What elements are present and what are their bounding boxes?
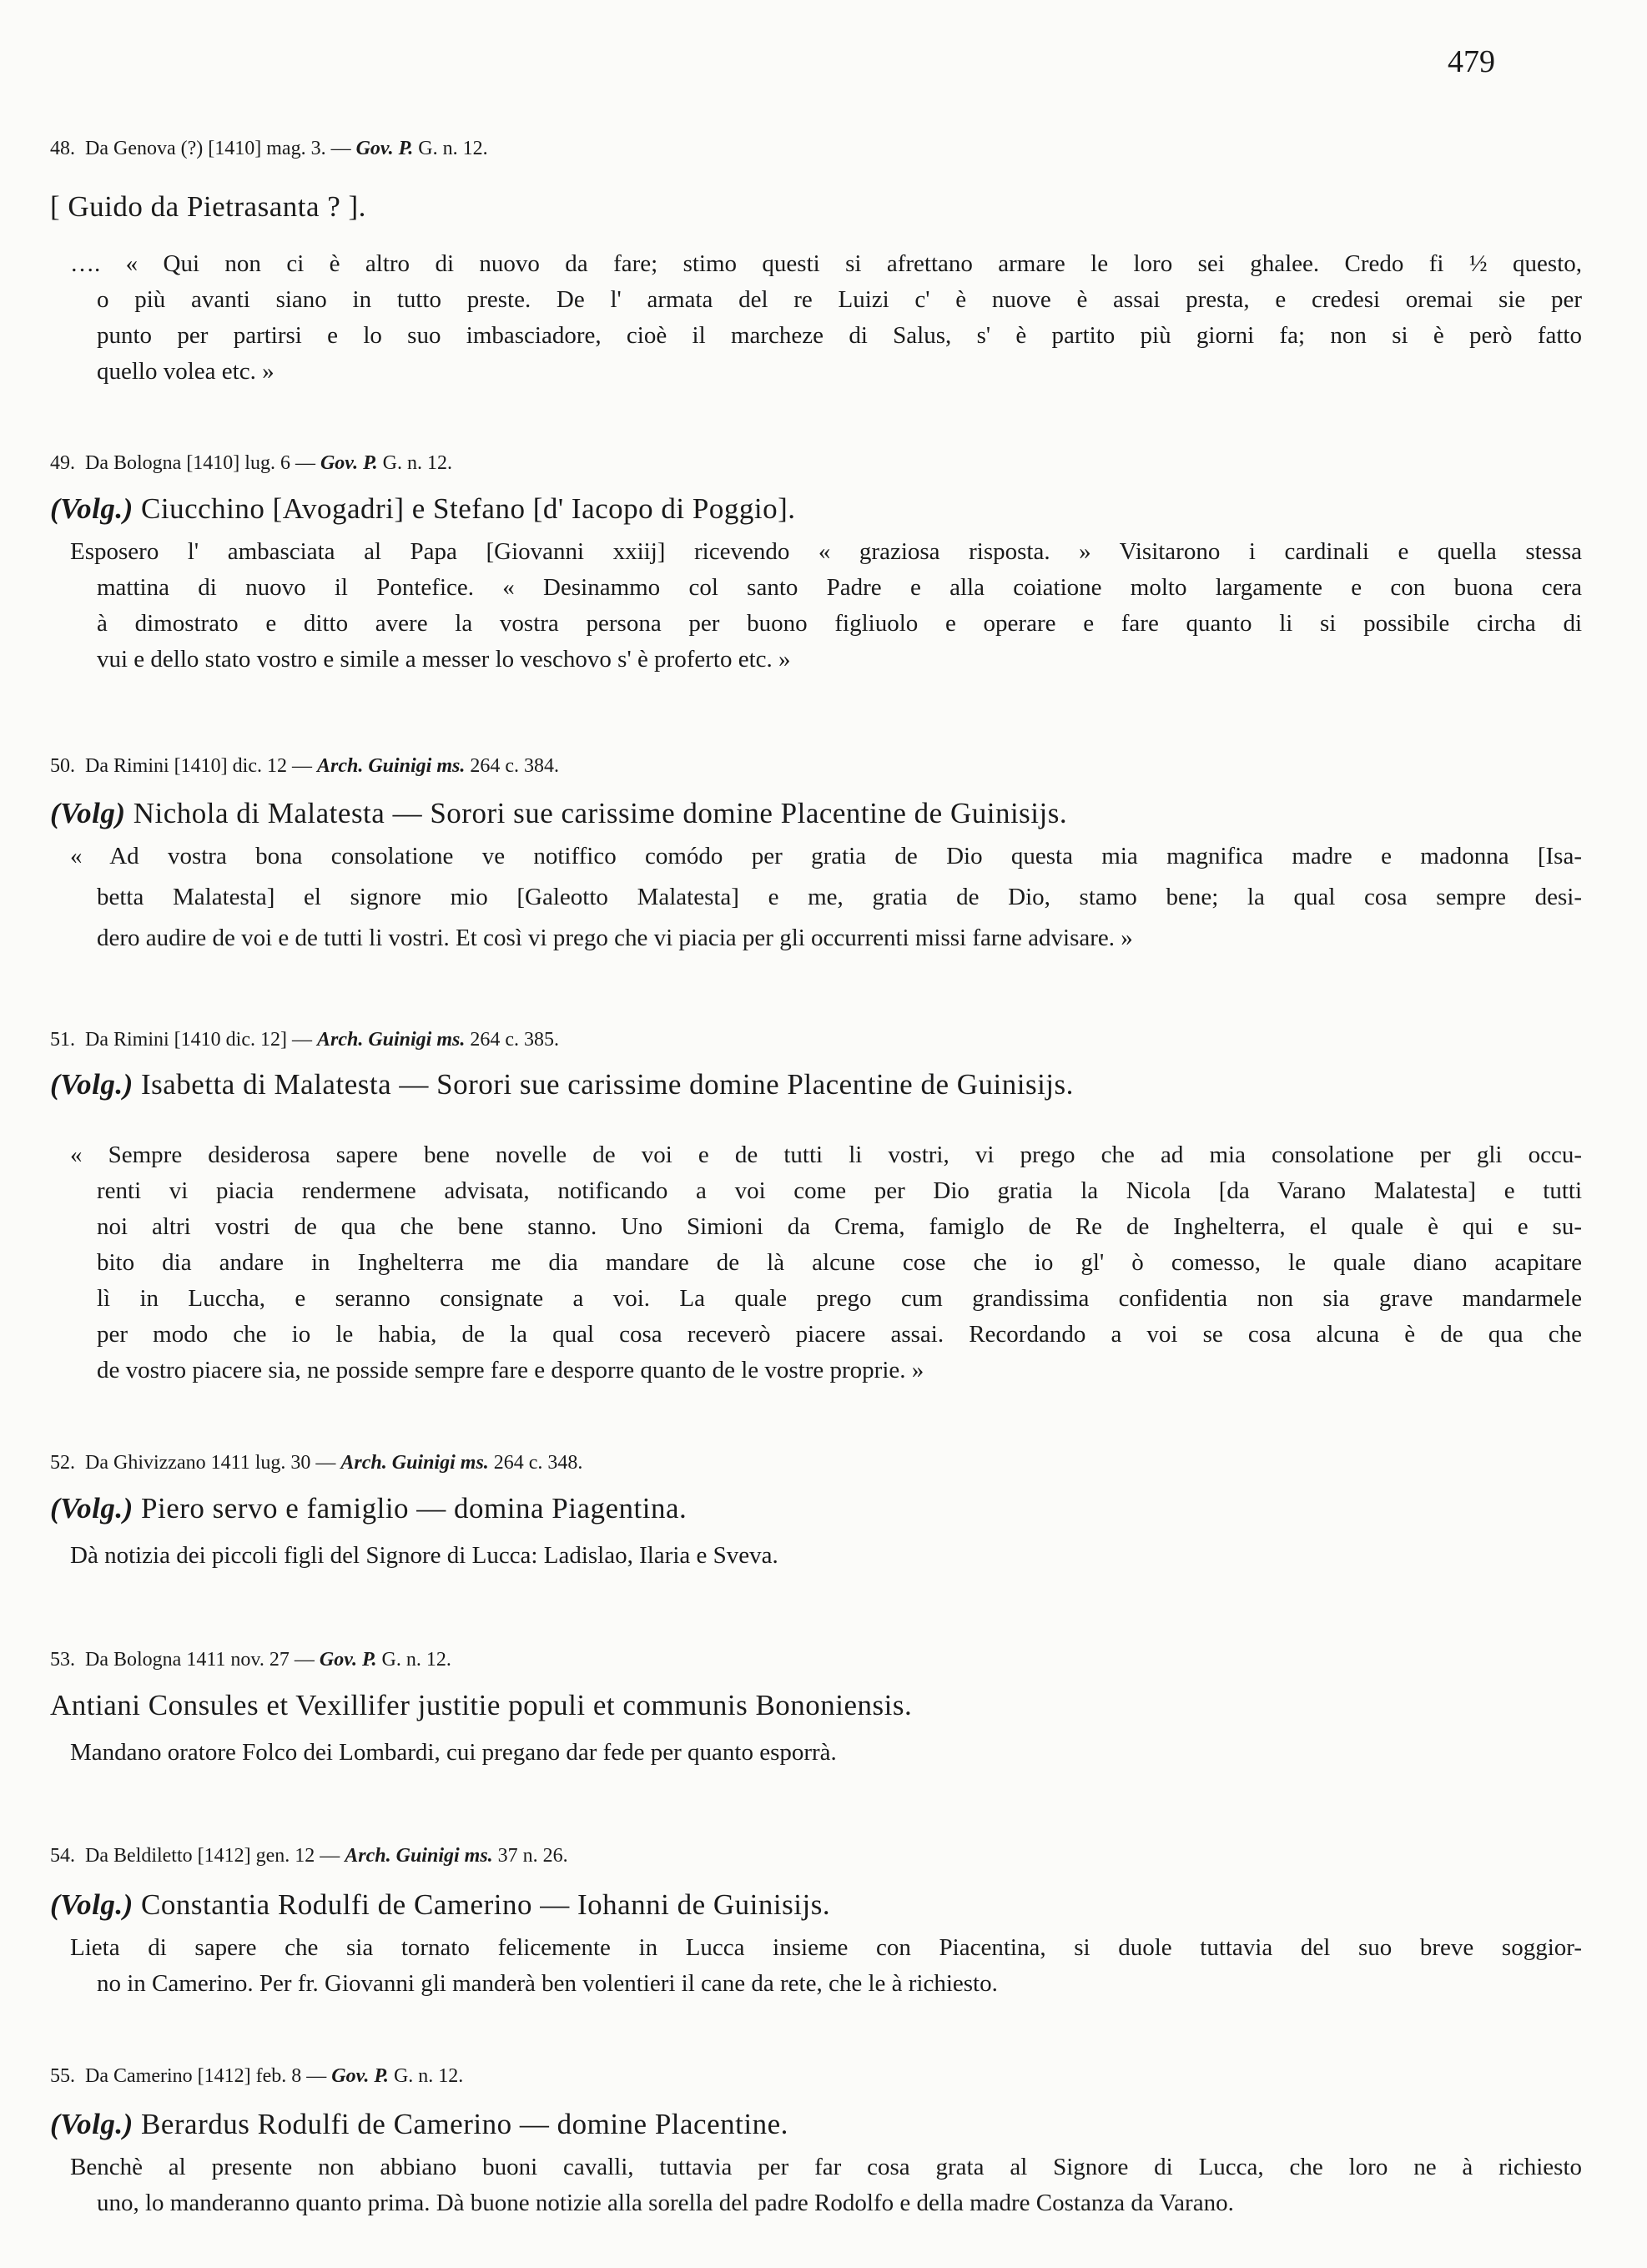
entry-number: 50. <box>50 755 75 777</box>
entry-header <box>50 1845 568 1867</box>
body-line: vui e dello stato vostro e simile a messer lo veschovo s' è proferto etc. » <box>97 646 791 673</box>
entry-date: Da Camerino [1412] feb. 8 — <box>85 2065 327 2087</box>
body-line: bito dia andare in Inghelterra me dia mandare de là alcune cose che io gl' ò comesso, le quale diano acapitare <box>97 1249 1582 1276</box>
entry-header <box>50 2065 463 2088</box>
entry-source-ref: 37 n. 26. <box>497 1845 568 1867</box>
volgare-marker: (Volg.) <box>50 1068 133 1101</box>
body-line: renti vi piacia rendermene advisata, notificando a voi come per Dio gratia la Nicola [da Varano Malatesta] e tutti <box>97 1177 1582 1204</box>
entry-source-archive: Arch. Guinigi ms. <box>345 1845 493 1867</box>
body-line: quello volea etc. » <box>97 358 274 385</box>
body-line: Benchè al presente non abbiano buoni cavalli, tuttavia per far cosa grata al Signore di Lucca, che loro ne à richiesto <box>70 2154 1582 2180</box>
entry-header <box>50 138 488 160</box>
body-line: per modo che io le habia, de la qual cosa receverò piacere assai. Recordando a voi se cosa alcuna è de qua che <box>97 1321 1582 1348</box>
entry-correspondents: Nichola di Malatesta — Sorori sue carissime domine Placentine de Guinisijs. <box>133 797 1068 829</box>
entry-date: Da Beldiletto [1412] gen. 12 — <box>85 1845 340 1867</box>
entry-number: 54. <box>50 1845 75 1867</box>
entry-number: 49. <box>50 452 75 474</box>
entry-date: Da Bologna [1410] lug. 6 — <box>85 452 315 474</box>
entry-correspondents: Berardus Rodulfi de Camerino — domine Placentine. <box>141 2108 788 2140</box>
body-line: Mandano oratore Folco dei Lombardi, cui pregano dar fede per quanto esporrà. <box>70 1739 837 1766</box>
entry-number: 55. <box>50 2065 75 2087</box>
entry-date: Da Rimini [1410] dic. 12 — <box>85 755 312 777</box>
body-line: Esposero l' ambasciata al Papa [Giovanni xxiij] ricevendo « graziosa risposta. » Visitarono i cardinali e quella stessa <box>70 538 1582 565</box>
body-line: dero audire de voi e de tutti li vostri. Et così vi prego che vi piacia per gli occurrenti missi farne advisare. » <box>97 925 1133 951</box>
entry-source-archive: Gov. P. <box>355 138 414 159</box>
entry-number: 53. <box>50 1649 75 1671</box>
entry-header <box>50 1029 559 1051</box>
entry-source-archive: Gov. P. <box>331 2065 389 2087</box>
entry-heading <box>50 1068 1074 1101</box>
entry-heading <box>50 1689 912 1722</box>
entry-correspondents: Antiani Consules et Vexillifer justitie populi et communis Bononiensis. <box>50 1689 913 1721</box>
body-line: no in Camerino. Per fr. Giovanni gli manderà ben volentieri il cane da rete, che le à richiesto. <box>97 1970 998 1997</box>
entry-heading <box>50 190 366 224</box>
body-line: lì in Luccha, e seranno consignate a voi. La quale prego cum grandissima confidentia non sia grave mandarmele <box>97 1285 1582 1312</box>
entry-header <box>50 452 452 475</box>
entry-source-archive: Arch. Guinigi ms. <box>316 755 466 777</box>
entry-correspondents: [ Guido da Pietrasanta ? ]. <box>50 190 366 223</box>
volgare-marker: (Volg.) <box>50 492 133 525</box>
entry-header <box>50 755 559 778</box>
body-line: o più avanti siano in tutto preste. De l' armata del re Luizi c' è nuove è assai presta, e credesi oremai sie per <box>97 286 1582 313</box>
body-line: uno, lo manderanno quanto prima. Dà buone notizie alla sorella del padre Rodolfo e della madre Costanza da Varano. <box>97 2190 1234 2216</box>
entry-date: Da Ghivizzano 1411 lug. 30 — <box>85 1452 336 1474</box>
entry-source-archive: Arch. Guinigi ms. <box>340 1452 489 1474</box>
entry-correspondents: Isabetta di Malatesta — Sorori sue carissime domine Placentine de Guinisijs. <box>141 1068 1074 1101</box>
body-line: Lieta di sapere che sia tornato felicemente in Lucca insieme con Piacentina, si duole tuttavia del suo breve soggior- <box>70 1934 1582 1961</box>
entry-heading <box>50 492 795 526</box>
entry-source-ref: G. n. 12. <box>418 138 488 159</box>
body-line: punto per partirsi e lo suo imbasciadore, cioè il marcheze di Salus, s' è partito più giorni fa; non si è però fatto <box>97 322 1582 349</box>
entry-heading <box>50 1888 830 1922</box>
entry-header <box>50 1452 582 1474</box>
entry-source-ref: 264 c. 348. <box>493 1452 583 1474</box>
entry-source-archive: Arch. Guinigi ms. <box>316 1029 466 1051</box>
entry-date: Da Bologna 1411 nov. 27 — <box>85 1649 315 1671</box>
entry-source-ref: 264 c. 384. <box>470 755 560 777</box>
entry-source-archive: Gov. P. <box>319 1649 377 1671</box>
body-line: Dà notizia dei piccoli figli del Signore di Lucca: Ladislao, Ilaria e Sveva. <box>70 1542 778 1569</box>
entry-heading <box>50 1492 687 1525</box>
volgare-marker: (Volg.) <box>50 2108 133 2140</box>
page-number: 479 <box>1448 44 1495 79</box>
entry-date: Da Rimini [1410 dic. 12] — <box>85 1029 312 1051</box>
entry-source-ref: G. n. 12. <box>381 1649 451 1671</box>
body-line: « Sempre desiderosa sapere bene novelle de voi e de tutti li vostri, vi prego che ad mia consolatione per gli occu- <box>70 1142 1582 1168</box>
entry-header <box>50 1649 451 1671</box>
entry-heading <box>50 797 1067 830</box>
entry-correspondents: Piero servo e famiglio — domina Piagentina. <box>141 1492 688 1525</box>
entry-correspondents: Ciucchino [Avogadri] e Stefano [d' Iacopo di Poggio]. <box>141 492 796 525</box>
body-line: betta Malatesta] el signore mio [Galeotto Malatesta] e me, gratia de Dio, stamo bene; la qual cosa sempre desi- <box>97 884 1582 910</box>
entry-source-ref: 264 c. 385. <box>470 1029 560 1051</box>
entry-source-ref: G. n. 12. <box>393 2065 464 2087</box>
entry-source-archive: Gov. P. <box>320 452 378 474</box>
body-line: noi altri vostri de qua che bene stanno. Uno Simioni da Crema, famiglo de Re de Inghelterra, el quale è qui e su- <box>97 1213 1582 1240</box>
body-line: « Ad vostra bona consolatione ve notiffico comódo per gratia de Dio questa mia magnifica madre e madonna [Isa- <box>70 843 1582 869</box>
body-line: de vostro piacere sia, ne posside sempre fare e desporre quanto de le vostre proprie. » <box>97 1357 924 1383</box>
volgare-marker: (Volg) <box>50 797 126 829</box>
entry-heading <box>50 2108 788 2141</box>
body-line: …. « Qui non ci è altro di nuovo da fare; stimo questi si afrettano armare le loro sei ghalee. Credo fi ½ questo, <box>70 250 1582 277</box>
entry-source-ref: G. n. 12. <box>382 452 452 474</box>
body-line: à dimostrato e ditto avere la vostra persona per buono figliuolo e operare e fare quanto li si possibile circha di <box>97 610 1582 637</box>
entry-date: Da Genova (?) [1410] mag. 3. — <box>85 138 351 159</box>
entry-correspondents: Constantia Rodulfi de Camerino — Iohanni de Guinisijs. <box>141 1888 831 1921</box>
volgare-marker: (Volg.) <box>50 1888 133 1921</box>
body-line: mattina di nuovo il Pontefice. « Desinammo col santo Padre e alla coiatione molto largamente e con buona cera <box>97 574 1582 601</box>
entry-number: 52. <box>50 1452 75 1474</box>
entry-number: 51. <box>50 1029 75 1051</box>
volgare-marker: (Volg.) <box>50 1492 133 1525</box>
entry-number: 48. <box>50 138 75 159</box>
